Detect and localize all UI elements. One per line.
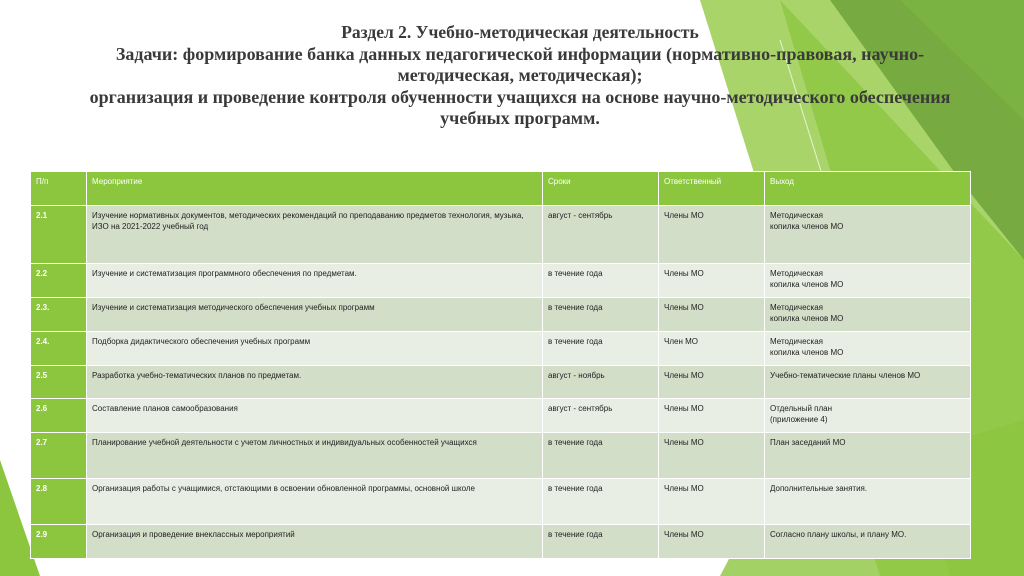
row-num: 2.2: [31, 264, 87, 298]
row-event: Подборка дидактического обеспечения учебных программ: [87, 332, 543, 366]
row-period: в течение года: [543, 332, 659, 366]
row-output: Методическая копилка членов МО: [765, 332, 971, 366]
header-responsible: Ответственный: [659, 172, 765, 206]
row-output: Отдельный план (приложение 4): [765, 399, 971, 433]
row-num: 2.3.: [31, 298, 87, 332]
row-responsible: Член МО: [659, 332, 765, 366]
header-output: Выход: [765, 172, 971, 206]
row-event: Изучение и систематизация методического обеспечения учебных программ: [87, 298, 543, 332]
row-period: август - сентябрь: [543, 206, 659, 264]
row-num: 2.6: [31, 399, 87, 433]
table-row: [31, 332, 971, 366]
table-row: [31, 264, 971, 298]
row-responsible: Члены МО: [659, 525, 765, 559]
title-line-5: учебных программ.: [440, 108, 600, 128]
row-responsible: Члены МО: [659, 479, 765, 525]
row-period: август - сентябрь: [543, 399, 659, 433]
row-num: 2.4.: [31, 332, 87, 366]
row-responsible: Члены МО: [659, 264, 765, 298]
row-output: Согласно плану школы, и плану МО.: [765, 525, 971, 559]
row-output: Методическая копилка членов МО: [765, 206, 971, 264]
row-output: Методическая копилка членов МО: [765, 264, 971, 298]
row-event: Организация работы с учащимися, отстающими в освоении обновленной программы, основной школе: [87, 479, 543, 525]
row-num: 2.1: [31, 206, 87, 264]
row-event: Организация и проведение внеклассных мероприятий: [87, 525, 543, 559]
table-row: [31, 525, 971, 559]
row-num: 2.9: [31, 525, 87, 559]
header-num: П/п: [31, 172, 87, 206]
row-event: Изучение и систематизация программного обеспечения по предметам.: [87, 264, 543, 298]
row-responsible: Члены МО: [659, 399, 765, 433]
row-event: Составление планов самообразования: [87, 399, 543, 433]
header-period: Сроки: [543, 172, 659, 206]
table-row: [31, 206, 971, 264]
row-event: Разработка учебно-тематических планов по предметам.: [87, 366, 543, 399]
row-period: в течение года: [543, 479, 659, 525]
row-output: Учебно-тематические планы членов МО: [765, 366, 971, 399]
table-row: [31, 399, 971, 433]
table-row: [31, 479, 971, 525]
row-period: август - ноябрь: [543, 366, 659, 399]
row-event: Планирование учебной деятельности с учетом личностных и индивидуальных особенностей учащихся: [87, 433, 543, 479]
row-period: в течение года: [543, 298, 659, 332]
table-row: [31, 366, 971, 399]
row-period: в течение года: [543, 433, 659, 479]
title-line-2: Задачи: формирование банка данных педагогической информации (нормативно-правовая, научно-: [115, 43, 925, 64]
row-num: 2.8: [31, 479, 87, 525]
row-output: Методическая копилка членов МО: [765, 298, 971, 332]
row-period: в течение года: [543, 525, 659, 559]
row-responsible: Члены МО: [659, 366, 765, 399]
row-responsible: Члены МО: [659, 206, 765, 264]
title-line-4: организация и проведение контроля обученности учащихся на основе научно-методического обеспечения: [89, 86, 951, 107]
table-row: [31, 298, 971, 332]
row-period: в течение года: [543, 264, 659, 298]
row-event: Изучение нормативных документов, методических рекомендаций по преподаванию предметов технология, музыка, ИЗО на 2021-2022 учебный год: [87, 206, 543, 264]
header-event: Мероприятие: [87, 172, 543, 206]
title-line-1: Раздел 2. Учебно-методическая деятельность: [341, 22, 699, 42]
row-responsible: Члены МО: [659, 433, 765, 479]
row-output: План заседаний МО: [765, 433, 971, 479]
table-header-row: [31, 172, 971, 206]
page-title: [40, 22, 1000, 130]
row-output: Дополнительные занятия.: [765, 479, 971, 525]
table-row: [31, 433, 971, 479]
row-num: 2.7: [31, 433, 87, 479]
plan-table: [30, 171, 971, 559]
title-line-3: методическая, методическая);: [397, 65, 643, 85]
row-responsible: Члены МО: [659, 298, 765, 332]
row-num: 2.5: [31, 366, 87, 399]
